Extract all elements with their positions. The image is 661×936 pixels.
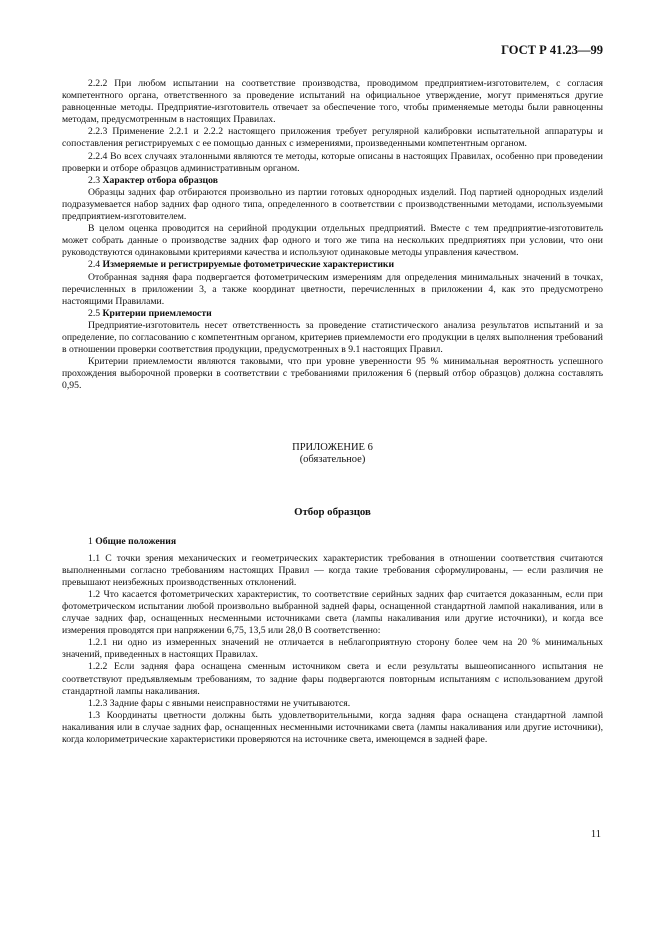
heading-2-4	[62, 259, 603, 271]
paragraph-2-3-b: В целом оценка проводится на серийной продукции отдельных предприятий. Вместе с тем предприятие-изготовитель может собрать данные о производстве задних фар одного и того же типа на нескольких предприятиях при условии, что они руководствуются одинаковыми критериями качества и используют одинаковые методы управления качеством.	[62, 223, 603, 259]
paragraph-2-2-3: 2.2.3 Применение 2.2.1 и 2.2.2 настоящего приложения требует регулярной калибровки испытательной аппаратуры и сопоставления регистрируемых с ее помощью данных с измерениями, произведенными компетентным органом.	[62, 126, 603, 150]
heading-title: Характер отбора образцов	[102, 174, 218, 186]
heading-2-5	[62, 308, 603, 320]
heading-title: Измеряемые и регистрируемые фотометрические характеристики	[102, 259, 395, 271]
appendix-title: Отбор образцов	[294, 506, 371, 519]
appendix-status: (обязательное)	[299, 454, 366, 466]
paragraph-2-5-b: Критерии приемлемости являются таковыми, что при уровне уверенности 95 % минимальная вероятность успешного прохождения выборочной проверки в соответствии с требованиями приложения 6 (первый отбор образцов) должна составлять 0,95.	[62, 356, 603, 392]
document-body	[62, 78, 603, 746]
heading-number: 2.4	[88, 259, 101, 271]
paragraph-2-2-2: 2.2.2 При любом испытании на соответствие производства, проводимом предприятием-изготовителем, с согласия компетентного органа, ответственного за проведение испытаний на официальное утверждение, могут применяться другие равноценные методы. Предприятие-изготовитель отвечает за обеспечение того, чтобы применяемые методы были равноценны методам, предусмотренным в настоящих Правилах.	[62, 78, 603, 126]
heading-1	[62, 536, 603, 548]
document-header: ГОСТ Р 41.23—99	[501, 43, 603, 57]
heading-number: 1	[88, 535, 93, 547]
heading-number: 2.5	[88, 307, 101, 319]
paragraph-1-2-2: 1.2.2 Если задняя фара оснащена сменным источником света и если результаты вышеописанного испытания не соответствуют предъявляемым требованиям, то задние фары подвергаются повторным испытаниям с использованием другой стандартной лампы накаливания.	[62, 661, 603, 697]
paragraph-2-2-4: 2.2.4 Во всех случаях эталонными являются те методы, которые описаны в настоящих Правилах, особенно при проведении проверки и отборе образцов административным органом.	[62, 150, 603, 174]
paragraph-1-2-1: 1.2.1 ни одно из измеренных значений не отличается в неблагоприятную сторону более чем на 20 % минимальных значений, приведенных в настоящих Правилах.	[62, 637, 603, 661]
heading-title: Общие положения	[95, 535, 177, 547]
appendix-label: ПРИЛОЖЕНИЕ 6	[292, 442, 373, 454]
heading-number: 2.3	[88, 174, 101, 186]
heading-2-3	[62, 175, 603, 187]
paragraph-1-2: 1.2 Что касается фотометрических характеристик, то соответствие серийных задних фар считается доказанным, если при фотометрическом испытании любой произвольно выбранной задней фары, оснащенной стандартной лампой накаливания, или в случае задних фар, оснащенных несменными источниками света (лампы накаливания или другие источники), и когда все измерения проводятся при напряжении 6,75, 13,5 или 28,0 В соответственно:	[62, 588, 603, 637]
paragraph-1-2-3: 1.2.3 Задние фары с явными неисправностями не учитываются.	[88, 697, 351, 709]
heading-title: Критерии приемлемости	[102, 307, 212, 319]
paragraph-2-5-a: Предприятие-изготовитель несет ответственность за проведение статистического анализа результатов испытаний и за определение, по согласованию с компетентным органом, критериев приемлемости его продукции в целях выполнения требований в отношении проверки соответствия продукции, предусмотренных в 9.1 настоящих Правил.	[62, 319, 603, 356]
paragraph-1-3: 1.3 Координаты цветности должны быть удовлетворительными, когда задняя фара оснащена стандартной лампой накаливания или в случае задних фар, оснащенных несменными источниками света (лампы накаливания или другие источники), когда колориметрические характеристики проверяются на источнике света, имеющемся в задней фаре.	[62, 709, 603, 746]
paragraph-1-1: 1.1 С точки зрения механических и геометрических характеристик требования в отношении соответствия считаются выполненными согласно требованиям настоящих Правил — когда такие требования сформулированы, — если различия не превышают неизбежных производственных отклонений.	[62, 552, 603, 588]
paragraph-2-3-a: Образцы задних фар отбираются произвольно из партии готовых однородных изделий. Под партией однородных изделий подразумевается набор задних фар одного типа, определенного в соответствии с производственными методами, используемыми предприятием-изготовителем.	[62, 186, 603, 223]
paragraph-2-4: Отобранная задняя фара подвергается фотометрическим измерениям для определения минимальных значений в точках, перечисленных в приложении 3, а также координат цветности, перечисленных в приложении 4, как это предусмотрено настоящими Правилами.	[62, 271, 603, 307]
page-number: 11	[590, 829, 601, 840]
